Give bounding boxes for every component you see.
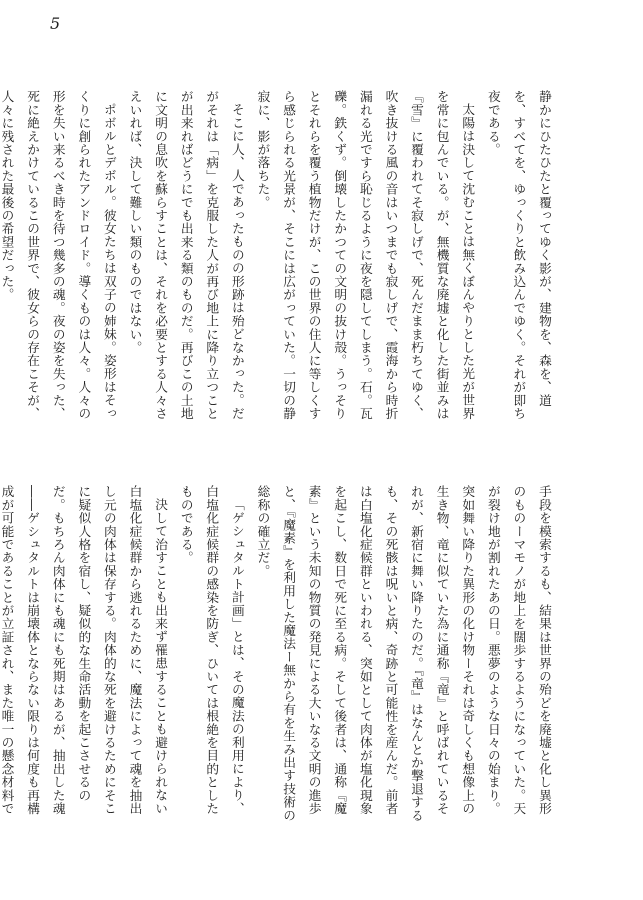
paragraph: 太陽は決して沈むことは無くぼんやりとした光が世界を常に包んでいる。が、無機質な廃墟と化した街並みは『雪』に覆われてそ寂しげで、死んだまま朽ちてゆく、吹き抜ける風の音はいつまでも寂しげで、霞海から時折漏れる光ですら恥じるように夜を隠してしまう。石。瓦礫。鉄くず。倒壊したかつての文明の抜け殻。うっそりとそれらを覆う植物だけが、この世界の住人に等しくすら感じられる光景が、そこには広がっていた。一切の静寂に、影が落ちた。 — [255, 90, 476, 420]
paragraph: そこに人、人であったものの形跡は殆どなかった。だがそれは「病」を克服した人が再び地上に降り立つことが出来ればどうにでも出来る類のものだ。再びこの土地に文明の息吹を蘇らすことは、それを必要とする人々さえいれば、決して難しい類のものではない。 — [127, 90, 245, 420]
paragraph: 「ゲシュタルト計画」とは、その魔法の利用により、白塩化症候群の感染を防ぎ、ひいては根絶を目的としたものである。 — [178, 485, 245, 815]
paragraph: 手段を模索するも、結果は世界の殆どを廃墟と化し異形のものーマモノが地上を闊歩するようになっていた。天が裂け地が割れたあの日。悪夢のような日々の始まり。突如舞い降りた異形の化け物ーそれは奇しくも想像上の生き物、竜に似ていた為に通称『竜』と呼ばれているそれが、新宿に舞い降りたのだ。『竜』はなんとか撃退するも、その死骸は呪いと病、奇跡と可能性を産んだ。前者は白塩化症候群といわれる、突如として肉体が塩化現象を起こし、数日で死に至る病。そして後者は、通称『魔素』という未知の物質の発見による大いなる文明の進歩と、『魔素』を利用した魔法ー無から有を生み出す技術の総称の確立だ。 — [255, 485, 552, 822]
page-number: 5 — [50, 14, 61, 33]
paragraph: 決して治すことも出来ず罹患することも避けられない白塩化症候群から逃れるために、魔法によって魂を抽出し元の肉体は保存する。肉体的な死を避けるためにそこに疑似人格を宿し、疑似的な生命活動を起こさせるのだ。もちろん肉体にも魂にも死期はあるが、抽出した魂――ゲシュタルトは崩壊体とならない限りは何度も再構成が可能であることが立証され、また唯一の懸念材料で — [0, 485, 169, 815]
paragraph: ポボルとデボル。彼女たちは双子の姉妹。姿形はそっくりに創られたアンドロイド。導くものは人々。人々の形を失い来るべき時を待つ幾多の魂。夜の姿を失った、死に絶えかけているこの世界で、彼女らの存在こそが、人々に残された最後の希望だった。 — [0, 90, 117, 420]
text-block-bottom — [0, 485, 557, 825]
text-block-top — [0, 90, 557, 420]
paragraph: 静かにひたひたと覆ってゆく影が、建物を、森を、道を、すべてを、ゆっくりと飲み込んでゆく。それが即ち夜である。 — [485, 90, 552, 420]
